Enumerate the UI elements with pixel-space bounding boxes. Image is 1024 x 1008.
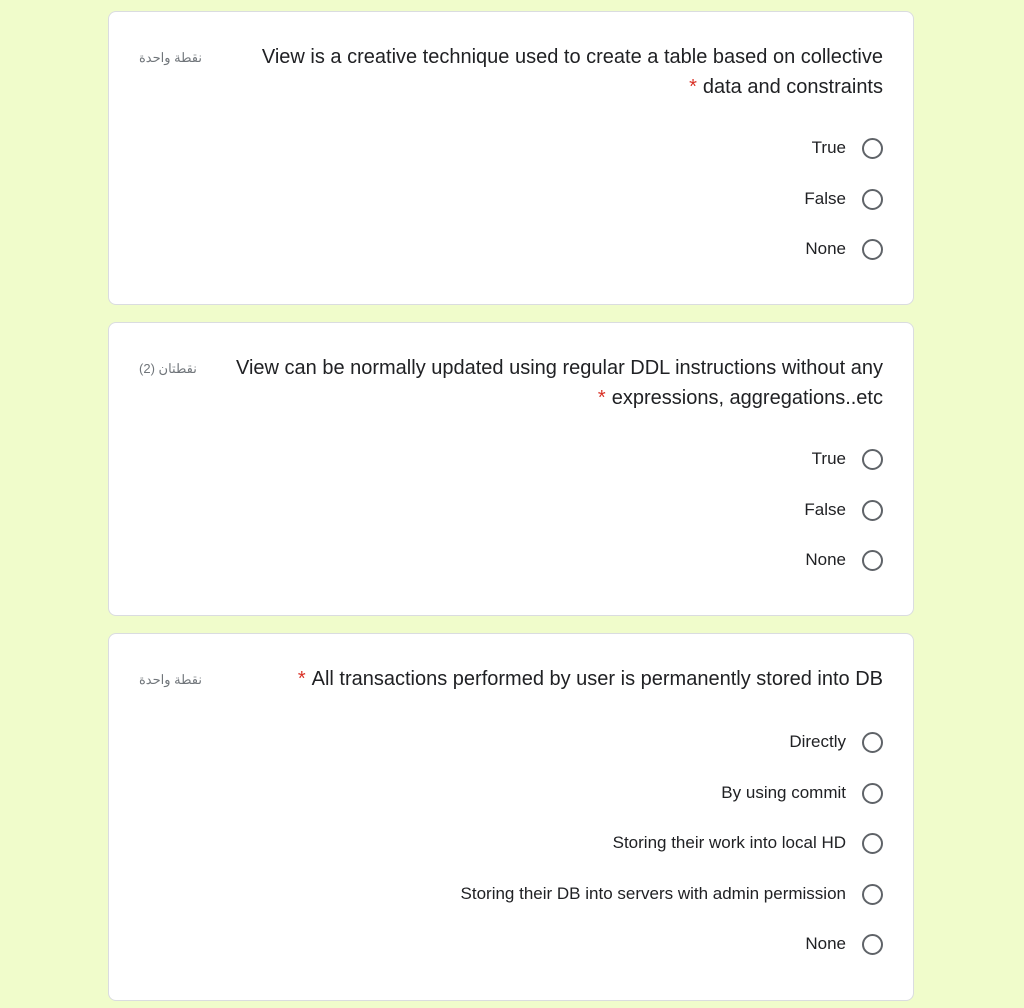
radio-button[interactable] — [862, 783, 883, 804]
option-label: True — [811, 449, 846, 468]
option-label: Storing their DB into servers with admin permission — [460, 884, 846, 903]
question-text: data and constraints — [702, 76, 883, 98]
radio-button[interactable] — [862, 833, 883, 854]
question-title — [213, 353, 883, 413]
option-label: By using commit — [721, 783, 846, 802]
radio-button[interactable] — [862, 239, 883, 260]
question-card — [108, 11, 914, 305]
question-title — [213, 664, 883, 694]
option-label: None — [805, 239, 846, 258]
question-text-line — [213, 72, 883, 102]
radio-button[interactable] — [862, 449, 883, 470]
option-label: None — [805, 934, 846, 953]
question-text-line — [213, 383, 883, 413]
points-label: نقطة واحدة — [139, 50, 203, 65]
option-label: False — [804, 189, 846, 208]
question-card — [108, 322, 914, 616]
option-label: False — [804, 500, 846, 519]
radio-option-false[interactable] — [804, 186, 883, 212]
points-label: نقطتان (2) — [139, 361, 197, 376]
radio-button[interactable] — [862, 934, 883, 955]
radio-button[interactable] — [862, 550, 883, 571]
points-label: نقطة واحدة — [139, 672, 203, 687]
question-text: expressions, aggregations..etc — [611, 387, 883, 409]
radio-button[interactable] — [862, 189, 883, 210]
option-label: Storing their work into local HD — [612, 833, 846, 852]
question-text-line: View can be normally updated using regular DDL instructions without any — [235, 357, 883, 379]
radio-option-true[interactable] — [812, 135, 883, 161]
radio-button[interactable] — [862, 732, 883, 753]
radio-option-none[interactable] — [805, 236, 883, 262]
radio-option-none[interactable] — [805, 547, 883, 573]
radio-option-commit[interactable] — [721, 780, 883, 806]
required-asterisk: * — [297, 668, 306, 690]
question-text-line: View is a creative technique used to create a table based on collective — [261, 46, 883, 68]
radio-button[interactable] — [862, 138, 883, 159]
question-text-line — [213, 664, 883, 694]
radio-button[interactable] — [862, 500, 883, 521]
radio-option-servers[interactable] — [461, 881, 883, 907]
radio-button[interactable] — [862, 884, 883, 905]
radio-option-none[interactable] — [805, 931, 883, 957]
question-card — [108, 633, 914, 1001]
question-text: All transactions performed by user is permanently stored into DB — [311, 668, 883, 690]
required-asterisk: * — [597, 387, 606, 409]
radio-option-false[interactable] — [804, 497, 883, 523]
option-label: Directly — [789, 732, 846, 751]
option-label: True — [811, 138, 846, 157]
radio-option-directly[interactable] — [789, 729, 883, 755]
option-label: None — [805, 550, 846, 569]
question-title — [213, 42, 883, 102]
required-asterisk: * — [689, 76, 697, 98]
radio-option-true[interactable] — [812, 446, 883, 472]
radio-option-local-hd[interactable] — [613, 830, 883, 856]
